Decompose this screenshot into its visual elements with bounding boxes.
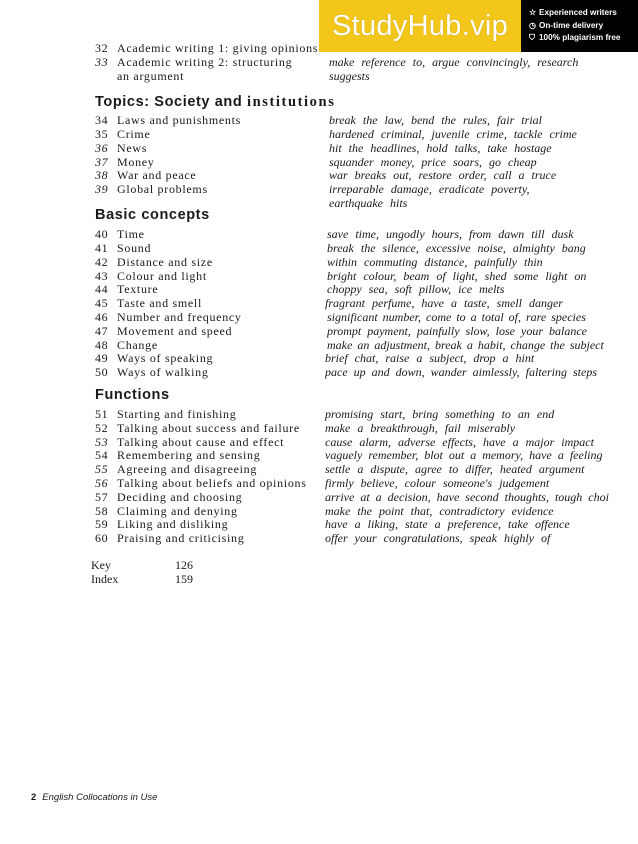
unit-number: 52 xyxy=(95,421,109,435)
banner-feature: ☆ Experienced writers xyxy=(529,7,638,19)
unit-row xyxy=(0,490,638,504)
collocation-examples: choppy sea, soft pillow, ice melts xyxy=(327,282,505,296)
collocation-examples: prompt payment, painfully slow, lose your balance xyxy=(327,324,587,338)
unit-row xyxy=(0,310,638,324)
unit-row xyxy=(0,296,638,310)
unit-number: 50 xyxy=(95,365,109,379)
unit-row xyxy=(0,324,638,338)
page-number: 2 xyxy=(31,792,37,803)
unit-title: Taste and smell xyxy=(117,296,202,310)
unit-number: 32 xyxy=(95,41,109,55)
unit-title: Distance and size xyxy=(117,255,213,269)
unit-number: 36 xyxy=(95,141,109,155)
collocation-examples: squander money, price soars, go cheap xyxy=(329,155,537,169)
unit-title: Texture xyxy=(117,282,159,296)
unit-title: Agreeing and disagreeing xyxy=(117,462,258,476)
unit-number: 58 xyxy=(95,504,109,518)
collocation-examples: hardened criminal, juvenile crime, tackle crime xyxy=(329,127,577,141)
appendix-page: 126 xyxy=(175,558,193,572)
unit-number: 47 xyxy=(95,324,109,338)
unit-number: 41 xyxy=(95,241,109,255)
unit-number: 42 xyxy=(95,255,109,269)
studyhub-logo: StudyHub.vip xyxy=(319,0,521,52)
unit-row xyxy=(0,55,638,69)
unit-row xyxy=(0,407,638,421)
clock-icon: ◷ xyxy=(529,20,537,30)
section-heading-topics: Topics: Society and institutions xyxy=(95,94,336,110)
unit-row xyxy=(0,155,638,169)
collocation-examples: make an adjustment, break a habit, change the subject xyxy=(327,338,604,352)
page-footer xyxy=(31,792,157,803)
unit-row xyxy=(0,365,638,379)
unit-number: 35 xyxy=(95,127,109,141)
unit-row xyxy=(0,282,638,296)
unit-number: 49 xyxy=(95,351,109,365)
collocation-examples: make reference to, argue convincingly, research xyxy=(329,55,579,69)
unit-title: Academic writing 1: giving opinions xyxy=(117,41,319,55)
banner-features xyxy=(521,0,638,52)
unit-number: 51 xyxy=(95,407,109,421)
unit-row xyxy=(0,241,638,255)
unit-title: Remembering and sensing xyxy=(117,448,261,462)
unit-title: Deciding and choosing xyxy=(117,490,243,504)
unit-title: Talking about beliefs and opinions xyxy=(117,476,307,490)
appendix-label: Key xyxy=(91,558,111,572)
collocation-examples: make a breakthrough, fail miserably xyxy=(325,421,516,435)
unit-row xyxy=(0,168,638,182)
unit-number: 44 xyxy=(95,282,109,296)
appendix-index[interactable] xyxy=(91,572,193,587)
unit-title: Ways of speaking xyxy=(117,351,214,365)
collocation-examples: firmly believe, colour someone's judgement xyxy=(325,476,550,490)
unit-row xyxy=(0,141,638,155)
unit-title: Number and frequency xyxy=(117,310,242,324)
appendix-key[interactable] xyxy=(91,558,193,573)
unit-row xyxy=(0,531,638,545)
unit-title: Liking and disliking xyxy=(117,517,229,531)
unit-row xyxy=(0,227,638,241)
unit-number: 56 xyxy=(95,476,109,490)
studyhub-banner[interactable] xyxy=(319,0,638,52)
unit-title: Money xyxy=(117,155,155,169)
unit-row xyxy=(0,421,638,435)
unit-title: Academic writing 2: structuring xyxy=(117,55,293,69)
unit-row xyxy=(0,255,638,269)
unit-row xyxy=(0,462,638,476)
section-heading-functions: Functions xyxy=(95,387,170,403)
appendix-page: 159 xyxy=(175,572,193,586)
collocation-examples: offer your congratulations, speak highly of xyxy=(325,531,551,545)
collocation-examples: suggests xyxy=(329,69,370,83)
unit-row xyxy=(0,69,638,83)
collocation-examples: brief chat, raise a subject, drop a hint xyxy=(325,351,535,365)
section-heading-basic-concepts: Basic concepts xyxy=(95,207,210,223)
unit-row xyxy=(0,127,638,141)
unit-number: 45 xyxy=(95,296,109,310)
book-title: English Collocations in Use xyxy=(42,792,158,803)
unit-number: 53 xyxy=(95,435,109,449)
unit-number: 54 xyxy=(95,448,109,462)
unit-number: 37 xyxy=(95,155,109,169)
unit-title: Claiming and denying xyxy=(117,504,238,518)
collocation-examples: settle a dispute, agree to differ, heated argument xyxy=(325,462,585,476)
collocation-examples: promising start, bring something to an end xyxy=(325,407,555,421)
unit-number: 33 xyxy=(95,55,109,69)
unit-number: 55 xyxy=(95,462,109,476)
unit-number: 34 xyxy=(95,113,109,127)
unit-title: Sound xyxy=(117,241,152,255)
collocation-examples: cause alarm, adverse effects, have a major impact xyxy=(325,435,594,449)
unit-title: Change xyxy=(117,338,158,352)
unit-title: Ways of walking xyxy=(117,365,209,379)
unit-number: 39 xyxy=(95,182,109,196)
unit-title: Global problems xyxy=(117,182,208,196)
appendix-label: Index xyxy=(91,572,119,586)
unit-title: Movement and speed xyxy=(117,324,233,338)
unit-title: Crime xyxy=(117,127,151,141)
unit-number: 43 xyxy=(95,269,109,283)
collocation-examples: save time, ungodly hours, from dawn till dusk xyxy=(327,227,574,241)
unit-title: Colour and light xyxy=(117,269,207,283)
banner-feature: ◷ On-time delivery xyxy=(529,20,638,32)
unit-number: 59 xyxy=(95,517,109,531)
unit-title: News xyxy=(117,141,148,155)
unit-title: Laws and punishments xyxy=(117,113,241,127)
collocation-examples: bright colour, beam of light, shed some light on xyxy=(327,269,587,283)
unit-row xyxy=(0,504,638,518)
unit-row xyxy=(0,517,638,531)
collocation-examples: fragrant perfume, have a taste, smell danger xyxy=(325,296,563,310)
unit-row xyxy=(0,448,638,462)
unit-row xyxy=(0,182,638,196)
collocation-examples: earthquake hits xyxy=(329,196,408,210)
collocation-examples: significant number, come to a total of, rare species xyxy=(327,310,586,324)
unit-title: Praising and criticising xyxy=(117,531,245,545)
collocation-examples: irreparable damage, eradicate poverty, xyxy=(329,182,530,196)
unit-title: Talking about cause and effect xyxy=(117,435,285,449)
unit-row xyxy=(0,351,638,365)
collocation-examples: have a liking, state a preference, take offence xyxy=(325,517,570,531)
collocation-examples: vaguely remember, blot out a memory, have a feeling xyxy=(325,448,603,462)
collocation-examples: hit the headlines, hold talks, take hostage xyxy=(329,141,552,155)
unit-number: 60 xyxy=(95,531,109,545)
collocation-examples: arrive at a decision, have second thoughts, tough choi xyxy=(325,490,609,504)
unit-title: Time xyxy=(117,227,145,241)
collocation-examples: make the point that, contradictory evidence xyxy=(325,504,554,518)
banner-feature: ⛉ 100% plagiarism free xyxy=(529,32,638,44)
unit-number: 57 xyxy=(95,490,109,504)
unit-number: 40 xyxy=(95,227,109,241)
unit-title: War and peace xyxy=(117,168,197,182)
unit-number: 48 xyxy=(95,338,109,352)
unit-row xyxy=(0,435,638,449)
star-icon: ☆ xyxy=(529,8,537,18)
shield-icon: ⛉ xyxy=(529,33,536,43)
collocation-examples: within commuting distance, painfully thin xyxy=(327,255,543,269)
collocation-examples: war breaks out, restore order, call a truce xyxy=(329,168,557,182)
unit-row xyxy=(0,269,638,283)
unit-row xyxy=(0,338,638,352)
unit-number: 46 xyxy=(95,310,109,324)
collocation-examples: break the silence, excessive noise, almighty bang xyxy=(327,241,586,255)
unit-row xyxy=(0,476,638,490)
unit-row xyxy=(0,113,638,127)
unit-number: 38 xyxy=(95,168,109,182)
unit-title: Talking about success and failure xyxy=(117,421,300,435)
unit-title: an argument xyxy=(117,69,185,83)
collocation-examples: break the law, bend the rules, fair trial xyxy=(329,113,542,127)
unit-title: Starting and finishing xyxy=(117,407,237,421)
collocation-examples: pace up and down, wander aimlessly, faltering steps xyxy=(325,365,597,379)
